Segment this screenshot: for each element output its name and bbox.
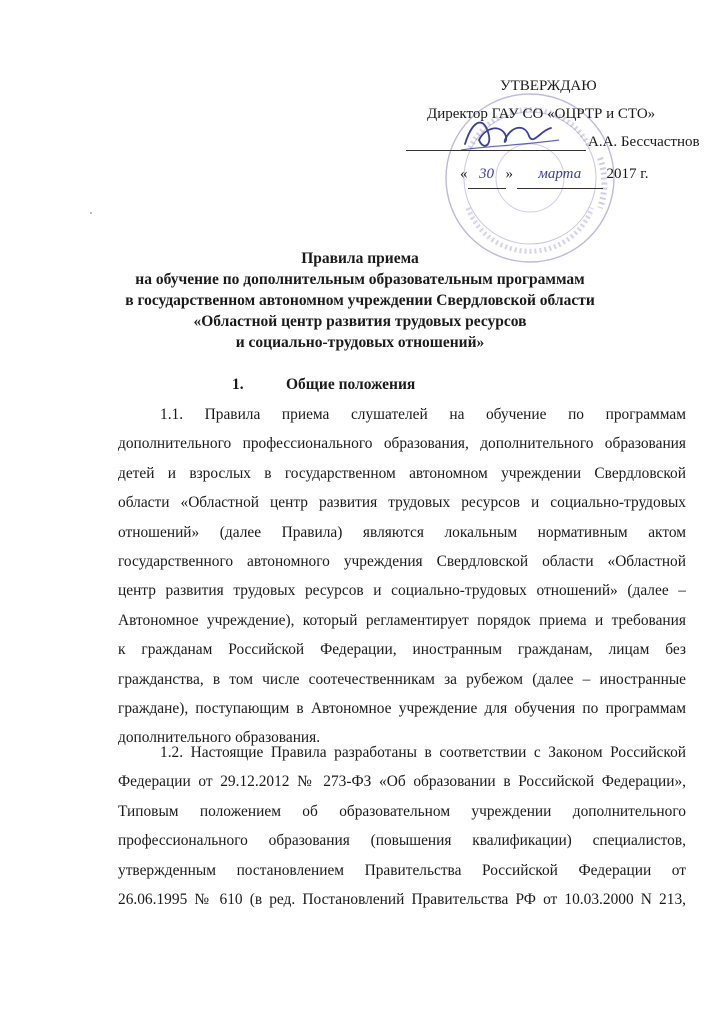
paragraph-line: Автономное учреждение), который регламентирует порядок приема и требования — [118, 611, 686, 629]
paragraph-line: области «Областной центр развития трудовых ресурсов и социально-трудовых — [118, 494, 686, 512]
date-month: марта — [517, 160, 603, 189]
date-day: 30 — [468, 160, 506, 189]
approval-position: Директор ГАУ СО «ОЦРТР и СТО» — [427, 106, 656, 122]
section-heading — [232, 376, 415, 394]
date-close-quote: » — [505, 166, 513, 182]
paragraph-1-2 — [118, 738, 686, 914]
paragraph-line: государственного автономного учреждения Свердловской области «Областной — [118, 553, 686, 571]
paragraph-1-1 — [118, 400, 686, 753]
title-line-5: и социально-трудовых отношений» — [235, 334, 485, 351]
paragraph-line: дополнительного образования. — [118, 729, 321, 747]
paragraph-line: граждане), поступающим в Автономное учреждение для обучения по программам — [118, 700, 686, 718]
scan-speck — [90, 212, 92, 214]
title-line-3: в государственном автономном учреждении Свердловской области — [125, 292, 595, 309]
approval-signatory: А.А. Бессчастнов — [588, 134, 700, 150]
title-line-1: Правила приема — [301, 250, 419, 267]
paragraph-line: отношений» (далее Правила) являются локальным нормативным актом — [118, 523, 686, 541]
paragraph-line: центр развития трудовых ресурсов и социально-трудовых отношений» (далее – — [118, 582, 686, 600]
paragraph-line: дополнительного профессионального образования, дополнительного образования — [118, 435, 686, 453]
paragraph-line: 1.1. Правила приема слушателей на обучение по программам — [160, 406, 686, 423]
approval-date — [460, 160, 648, 189]
title-line-4: «Областной центр развития трудовых ресурсов — [193, 313, 527, 330]
paragraph-line: Типовым положением об образовательном учреждении дополнительного — [118, 802, 686, 820]
approval-heading: УТВЕРЖДАЮ — [500, 78, 597, 94]
document-title — [100, 248, 620, 353]
paragraph-line: 26.06.1995 № 610 (в ред. Постановлений Правительства РФ от 10.03.2000 N 213, — [118, 891, 686, 909]
section-number: 1. — [232, 376, 244, 393]
signature-line — [406, 128, 586, 151]
paragraph-line: 1.2. Настоящие Правила разработаны в соответствии с Законом Российской — [160, 744, 686, 761]
paragraph-line: гражданства, в том числе соотечественникам за рубежом (далее – иностранные — [118, 670, 686, 688]
paragraph-line: Федерации от 29.12.2012 № 273-ФЗ «Об образовании в Российской Федерации», — [118, 773, 686, 791]
paragraph-line: к гражданам Российской Федерации, иностранным гражданам, лицам без — [118, 641, 686, 659]
title-line-2: на обучение по дополнительным образовательным программам — [135, 271, 585, 288]
paragraph-line: детей и взрослых в государственном автономном учреждении Свердловской — [118, 464, 686, 482]
date-open-quote: « — [460, 166, 468, 182]
date-year: 2017 г. — [606, 166, 649, 182]
section-title: Общие положения — [286, 376, 416, 393]
paragraph-line: утвержденным постановлением Правительства Российской Федерации от — [118, 861, 686, 879]
paragraph-line: профессионального образования (повышения квалификации) специалистов, — [118, 832, 686, 850]
